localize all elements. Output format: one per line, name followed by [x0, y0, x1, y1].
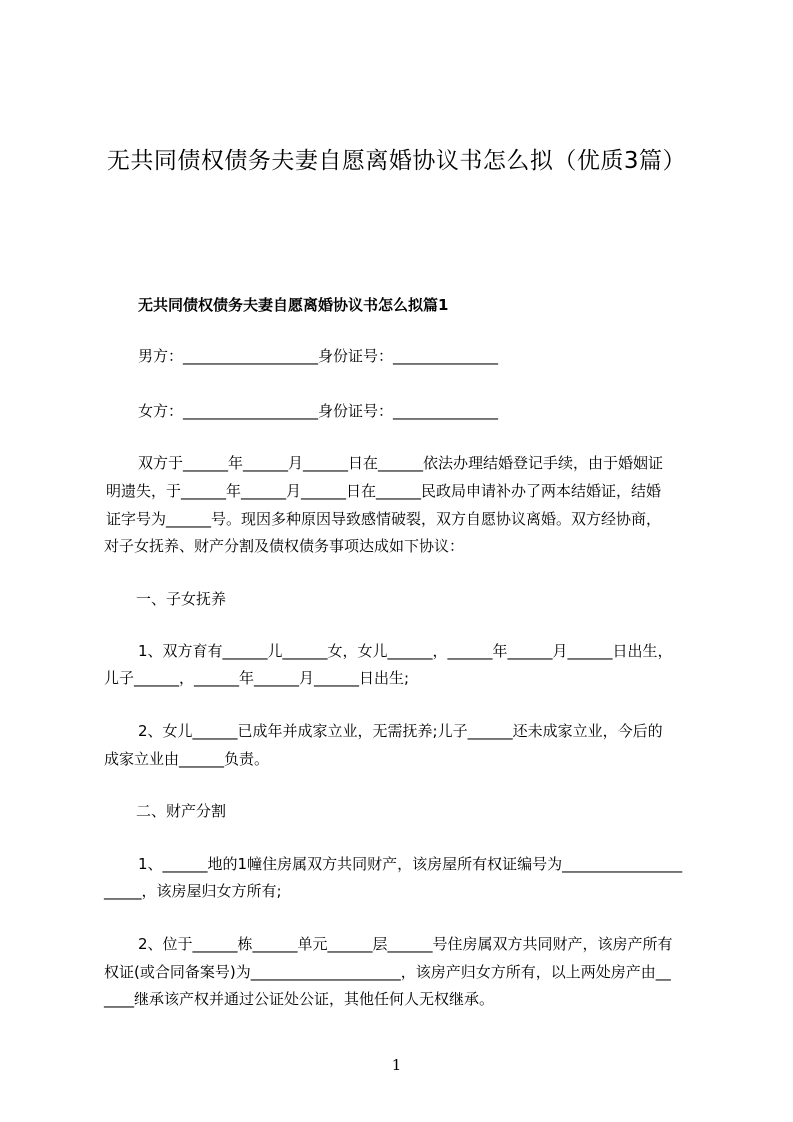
male-party-line: 男方：__________________身份证号：______________ [138, 347, 499, 365]
paragraph-line: 明遗失，于______年______月______日在______民政局申请补办了两本结婚证，结婚 [106, 482, 662, 500]
paragraph-line: ____继承该产权并通过公证处公证，其他任何人无权继承。 [104, 990, 495, 1008]
paragraph-line: 1、双方育有______儿______女，女儿______，______年______月______日出生， [138, 642, 673, 660]
paragraph-line: 对子女抚养、财产分割及债权债务事项达成如下协议： [104, 537, 465, 555]
paragraph-line: 证字号为______号。现因多种原因导致感情破裂，双方自愿协议离婚。双方经协商， [106, 510, 662, 528]
paragraph-line: 权证(或合同备案号)为____________________，该房产归女方所有，以上两处房产由__ [104, 963, 671, 981]
paragraph-line: 儿子______，______年______月______日出生; [104, 669, 410, 687]
paragraph-line: _____，该房屋归女方所有; [104, 882, 282, 900]
paragraph-line: 双方于______年______月______日在______依法办理结婚登记手续，由于婚姻证 [138, 454, 664, 472]
paragraph-line: 1、______地的1幢住房属双方共同财产，该房屋所有权证编号为________________ [138, 855, 683, 873]
heading-property-division: 二、财产分割 [136, 802, 227, 820]
paragraph-line: 成家立业由______负责。 [104, 750, 270, 768]
section-heading: 无共同债权债务夫妻自愿离婚协议书怎么拟篇1 [138, 296, 449, 314]
document-title: 无共同债权债务夫妻自愿离婚协议书怎么拟（优质3篇） [106, 148, 687, 174]
heading-child-support: 一、子女抚养 [136, 590, 227, 608]
female-party-line: 女方：__________________身份证号：______________ [138, 402, 499, 420]
paragraph-line: 2、女儿______已成年并成家立业，无需抚养;儿子______还未成家立业，今后的 [138, 722, 663, 740]
page-number: 1 [391, 1056, 402, 1074]
paragraph-line: 2、位于______栋______单元______层______号住房属双方共同财产，该房产所有 [138, 935, 673, 953]
